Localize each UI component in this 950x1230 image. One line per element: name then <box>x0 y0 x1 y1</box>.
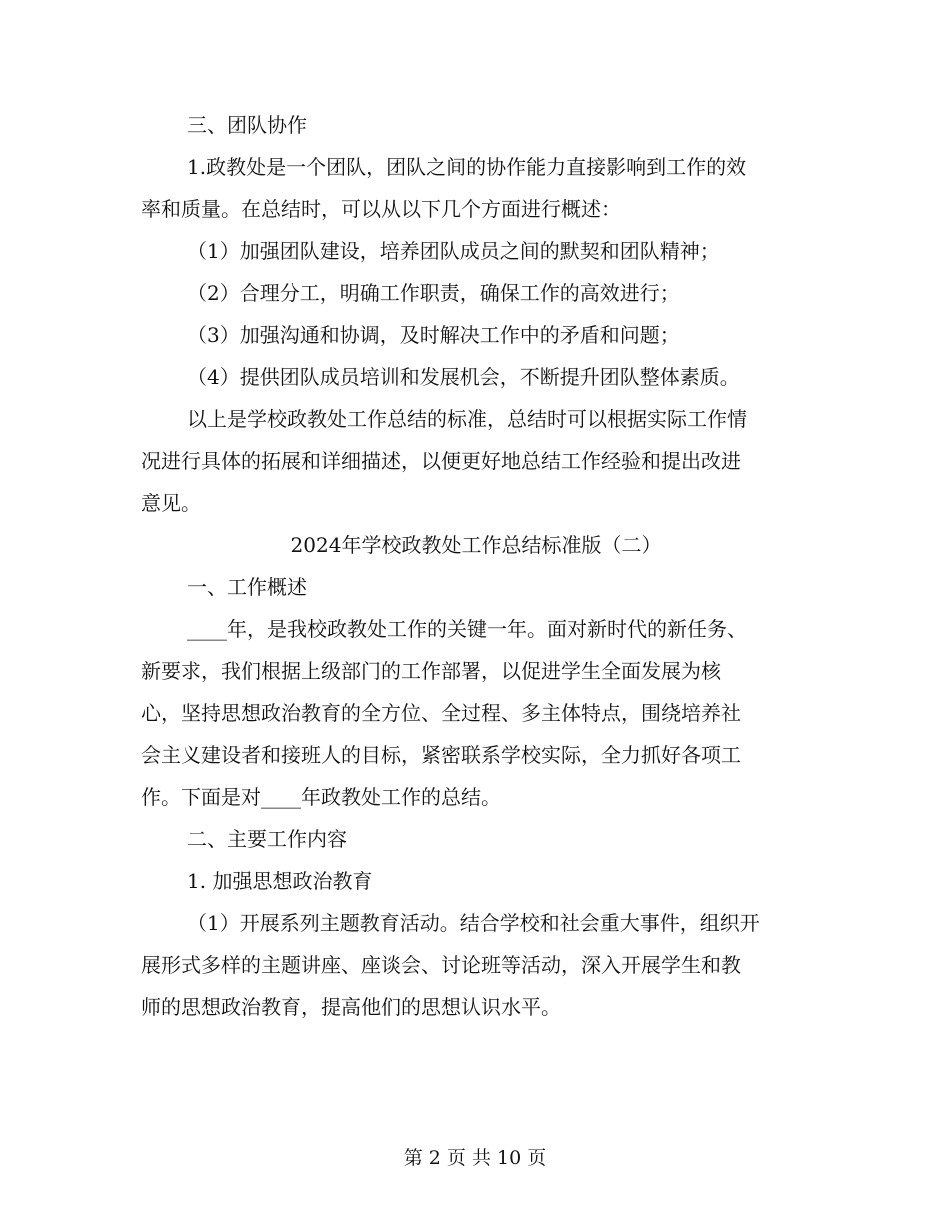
section-heading-overview: 一、工作概述 <box>187 575 307 599</box>
list-item: （1）加强团队建设，培养团队成员之间的默契和团队精神； <box>187 239 720 263</box>
paragraph-line: 1.政教处是一个团队，团队之间的协作能力直接影响到工作的效 <box>187 155 747 179</box>
overview-line: 会主义建设者和接班人的目标，紧密联系学校实际，全力抓好各项工 <box>141 743 741 767</box>
list-item: （2）合理分工，明确工作职责，确保工作的高效进行； <box>187 281 680 305</box>
document-body <box>141 104 811 1028</box>
summary-line: 以上是学校政教处工作总结的标准，总结时可以根据实际工作情 <box>187 407 747 431</box>
section-heading-team-collaboration: 三、团队协作 <box>187 113 307 137</box>
overview-line: 心，坚持思想政治教育的全方位、全过程、多主体特点，围绕培养社 <box>141 701 741 725</box>
list-item: （4）提供团队成员培训和发展机会，不断提升团队整体素质。 <box>187 365 740 389</box>
overview-line: 新要求，我们根据上级部门的工作部署，以促进学生全面发展为核 <box>141 659 721 683</box>
subsection-heading: 1. 加强思想政治教育 <box>187 869 373 893</box>
item-line: 师的思想政治教育，提高他们的思想认识水平。 <box>141 995 561 1019</box>
list-item: （3）加强沟通和协调，及时解决工作中的矛盾和问题； <box>187 323 680 347</box>
overview-line: 作。下面是对____年政教处工作的总结。 <box>141 785 501 809</box>
page-number-footer: 第 2 页 共 10 页 <box>403 1147 547 1169</box>
summary-line: 意见。 <box>141 491 201 515</box>
summary-line: 况进行具体的拓展和详细描述，以便更好地总结工作经验和提出改进 <box>141 449 741 473</box>
item-line: （1）开展系列主题教育活动。结合学校和社会重大事件，组织开 <box>187 911 760 935</box>
item-line: 展形式多样的主题讲座、座谈会、讨论班等活动，深入开展学生和教 <box>141 953 741 977</box>
overview-line: ____年，是我校政教处工作的关键一年。面对新时代的新任务、 <box>187 617 747 641</box>
document-title: 2024年学校政教处工作总结标准版（二） <box>290 533 662 557</box>
section-heading-main-work: 二、主要工作内容 <box>187 827 347 851</box>
paragraph-line: 率和质量。在总结时，可以从以下几个方面进行概述： <box>141 197 621 221</box>
